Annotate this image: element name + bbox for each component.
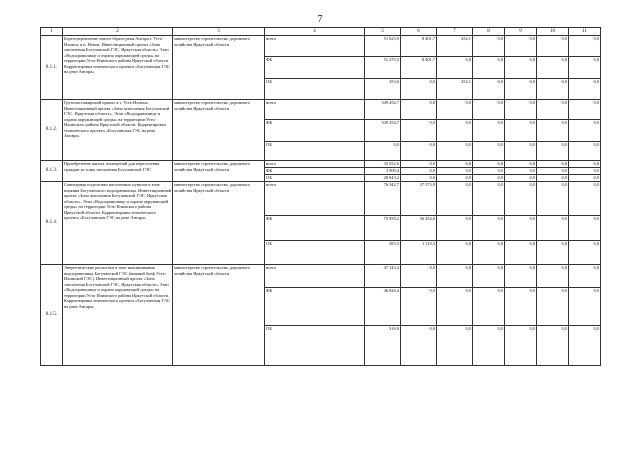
row-name: Приобретение жилых помещений для переселения граждан из зоны затопления Богучанской ГЭС (63, 161, 173, 182)
amount-cell: 0,0 (505, 182, 537, 216)
amount-cell: 0,0 (569, 216, 601, 241)
funding-source: ОБ (265, 175, 365, 182)
row-code: 8.1.5. (41, 265, 63, 366)
amount-cell: 0,0 (437, 142, 473, 161)
amount-cell: 0,0 (401, 168, 437, 175)
amount-cell: 0,0 (437, 100, 473, 120)
page-number: 7 (317, 14, 323, 25)
header-cell: 10 (537, 28, 569, 36)
row-code: 8.1.3. (41, 161, 63, 182)
amount-cell: 0,0 (437, 326, 473, 366)
funding-source: всего (265, 265, 365, 288)
amount-cell: 0,0 (473, 79, 505, 100)
header-cell: 9 (505, 28, 537, 36)
amount-cell: 8 401,7 (401, 36, 437, 57)
amount-cell: 0,0 (473, 168, 505, 175)
amount-cell: 0,0 (473, 182, 505, 216)
row-code: 8.1.2. (41, 100, 63, 161)
amount-cell: 0,0 (437, 57, 473, 79)
amount-cell: 32 552,6 (365, 161, 401, 168)
amount-cell: 0,0 (537, 265, 569, 288)
row-executor: министерство строительства, дорожного хозяйства Иркутской области (173, 161, 265, 182)
amount-cell: 0,0 (569, 288, 601, 326)
amount-cell: 0,0 (437, 161, 473, 168)
amount-cell: 51 270,3 (365, 57, 401, 79)
amount-cell: 28 643,2 (365, 175, 401, 182)
amount-cell: 549 454,7 (365, 100, 401, 120)
amount-cell: 47 143,3 (365, 265, 401, 288)
budget-table (40, 27, 601, 366)
table-row (41, 36, 601, 57)
amount-cell: 51 623,9 (365, 36, 401, 57)
amount-cell: 0,0 (401, 100, 437, 120)
row-name: Грузопассажирский причал в г. Усть-Илимск. Инвестиционный проект «Зона затопления Богучанской ГЭС. Иркутская область». Этап «Водохранилище и охрана окружающей среды» на территории Усть-Илимского района Иркутской области. Корректировка технического проекта «Богучанская ГЭС на реке Ангара» (63, 100, 173, 161)
funding-source: ФБ (265, 216, 365, 241)
amount-cell: 0,0 (537, 182, 569, 216)
amount-cell: 0,0 (537, 142, 569, 161)
amount-cell: 0,0 (505, 57, 537, 79)
amount-cell: 0,0 (569, 241, 601, 265)
amount-cell: 0,0 (505, 326, 537, 366)
amount-cell: 0,0 (505, 36, 537, 57)
amount-cell: 0,0 (473, 161, 505, 168)
amount-cell: 0,0 (401, 265, 437, 288)
row-code: 8.1.1. (41, 36, 63, 100)
amount-cell: 0,0 (569, 142, 601, 161)
amount-cell: 0,0 (537, 161, 569, 168)
amount-cell: 3 909,4 (365, 168, 401, 175)
amount-cell: 0,0 (537, 288, 569, 326)
row-name: Санитарная подготовка населенных пунктов в зоне влияния Богучанского водохранилища. Инвестиционный проект «Зона затопления Богучанской ГЭС. Иркутская область». Этап «Водохранилище и охрана окружающей среды» на территории Усть-Илимского района Иркутской области. Корректировка технического проекта «Богучанская ГЭС на реке Ангара» (63, 182, 173, 265)
amount-cell: 0,0 (473, 120, 505, 142)
amount-cell: 0,0 (537, 36, 569, 57)
amount-cell: 0,0 (569, 326, 601, 366)
amount-cell: 0,0 (537, 241, 569, 265)
amount-cell: 0,0 (401, 288, 437, 326)
funding-source: ФБ (265, 120, 365, 142)
funding-source: ОБ (265, 326, 365, 366)
amount-cell: 0,0 (473, 216, 505, 241)
amount-cell: 549 454,7 (365, 120, 401, 142)
amount-cell: 0,0 (505, 100, 537, 120)
amount-cell: 353,6 (365, 79, 401, 100)
amount-cell: 316,9 (365, 326, 401, 366)
amount-cell: 0,0 (437, 241, 473, 265)
header-cell: 1 (41, 28, 63, 36)
amount-cell: 0,0 (365, 142, 401, 161)
amount-cell: 0,0 (473, 142, 505, 161)
amount-cell: 0,0 (473, 265, 505, 288)
funding-source: ФБ (265, 288, 365, 326)
amount-cell: 0,0 (569, 120, 601, 142)
amount-cell: 383,5 (365, 241, 401, 265)
amount-cell: 0,0 (569, 36, 601, 57)
funding-source: ФБ (265, 57, 365, 79)
funding-source: всего (265, 36, 365, 57)
row-name: Энергетические расчистки в зоне выклинивания водохранилища Богучанской ГЭС (нижний бьеф Усть-Илимской ГЭС). Инвестиционный проект «Зона затопления Богучанской ГЭС. Иркутская область» Этап «Водохранилище и охрана окружающей среды» на территории Усть-Илимского района Иркутской области. Корректировка технического проекта «Богучанская ГЭС на реке Ангара» (63, 265, 173, 366)
header-cell: 8 (473, 28, 505, 36)
amount-cell: 0,0 (569, 100, 601, 120)
header-cell: 2 (63, 28, 173, 36)
table-row (41, 182, 601, 216)
table-row (41, 100, 601, 120)
amount-cell: 0,0 (537, 168, 569, 175)
amount-cell: 0,0 (505, 288, 537, 326)
amount-cell: 8 401,7 (401, 57, 437, 79)
amount-cell: 0,0 (401, 79, 437, 100)
amount-cell: 37 573,9 (401, 182, 437, 216)
row-code: 8.1.4. (41, 182, 63, 265)
amount-cell: 0,0 (473, 241, 505, 265)
header-cell: 4 (265, 28, 365, 36)
amount-cell: 0,0 (569, 79, 601, 100)
amount-cell: 0,0 (537, 175, 569, 182)
amount-cell: 0,0 (473, 326, 505, 366)
amount-cell: 0,0 (437, 265, 473, 288)
amount-cell: 0,0 (473, 175, 505, 182)
amount-cell: 0,0 (437, 182, 473, 216)
amount-cell: 0,0 (537, 216, 569, 241)
funding-source: ОБ (265, 142, 365, 161)
amount-cell: 0,0 (505, 168, 537, 175)
funding-source: всего (265, 161, 365, 168)
amount-cell: 0,0 (437, 216, 473, 241)
funding-source: ОБ (265, 241, 365, 265)
row-executor: министерство строительства, дорожного хозяйства Иркутской области (173, 100, 265, 161)
header-row (41, 28, 601, 36)
table-body (41, 28, 601, 366)
amount-cell: 0,0 (473, 57, 505, 79)
amount-cell: 0,0 (569, 168, 601, 175)
amount-cell: 252,1 (437, 36, 473, 57)
amount-cell: 0,0 (401, 161, 437, 168)
amount-cell: 0,0 (473, 100, 505, 120)
amount-cell: 0,0 (505, 241, 537, 265)
amount-cell: 0,0 (401, 142, 437, 161)
amount-cell: 0,0 (537, 100, 569, 120)
amount-cell: 0,0 (569, 161, 601, 168)
amount-cell: 1 119,3 (401, 241, 437, 265)
funding-source: всего (265, 100, 365, 120)
amount-cell: 0,0 (401, 120, 437, 142)
header-cell: 5 (365, 28, 401, 36)
funding-source: ОБ (265, 79, 365, 100)
amount-cell: 46 826,4 (365, 288, 401, 326)
amount-cell: 252,1 (437, 79, 473, 100)
row-executor: министерство строительства, дорожного хозяйства Иркутской области (173, 265, 265, 366)
amount-cell: 0,0 (569, 175, 601, 182)
amount-cell: 0,0 (505, 216, 537, 241)
amount-cell: 0,0 (473, 288, 505, 326)
amount-cell: 0,0 (537, 57, 569, 79)
amount-cell: 0,0 (505, 142, 537, 161)
row-executor: министерство строительства, дорожного хозяйства Иркутской области (173, 36, 265, 100)
funding-source: ФБ (265, 168, 365, 175)
amount-cell: 0,0 (401, 326, 437, 366)
header-cell: 7 (437, 28, 473, 36)
header-cell: 3 (173, 28, 265, 36)
table-row (41, 265, 601, 288)
amount-cell: 0,0 (569, 265, 601, 288)
amount-cell: 0,0 (505, 79, 537, 100)
amount-cell: 0,0 (437, 175, 473, 182)
amount-cell: 0,0 (437, 288, 473, 326)
amount-cell: 0,0 (437, 168, 473, 175)
amount-cell: 36 454,6 (401, 216, 437, 241)
row-executor: министерство строительства, дорожного хозяйства Иркутской области (173, 182, 265, 265)
amount-cell: 0,0 (505, 265, 537, 288)
header-cell: 6 (401, 28, 437, 36)
amount-cell: 76 342,7 (365, 182, 401, 216)
amount-cell: 0,0 (437, 120, 473, 142)
amount-cell: 0,0 (473, 36, 505, 57)
amount-cell: 0,0 (505, 120, 537, 142)
amount-cell: 0,0 (537, 120, 569, 142)
amount-cell: 0,0 (505, 175, 537, 182)
amount-cell: 0,0 (537, 326, 569, 366)
amount-cell: 75 959,2 (365, 216, 401, 241)
row-name: Берегоукрепление левого берега реки Ангара г. Усть-Илимск и п. Невон. Инвестиционный проект «Зона затопления Богучанской ГЭС. Иркутская область» Этап «Водохранилище и охрана окружающей среды» на территории Усть-Илимского района Иркутской области. Корректировка технического проекта «Богучанская ГЭС на реке Ангара» (63, 36, 173, 100)
amount-cell: 0,0 (537, 79, 569, 100)
table-row (41, 161, 601, 168)
amount-cell: 0,0 (505, 161, 537, 168)
funding-source: всего (265, 182, 365, 216)
amount-cell: 0,0 (569, 182, 601, 216)
amount-cell: 0,0 (569, 57, 601, 79)
header-cell: 11 (569, 28, 601, 36)
amount-cell: 0,0 (401, 175, 437, 182)
